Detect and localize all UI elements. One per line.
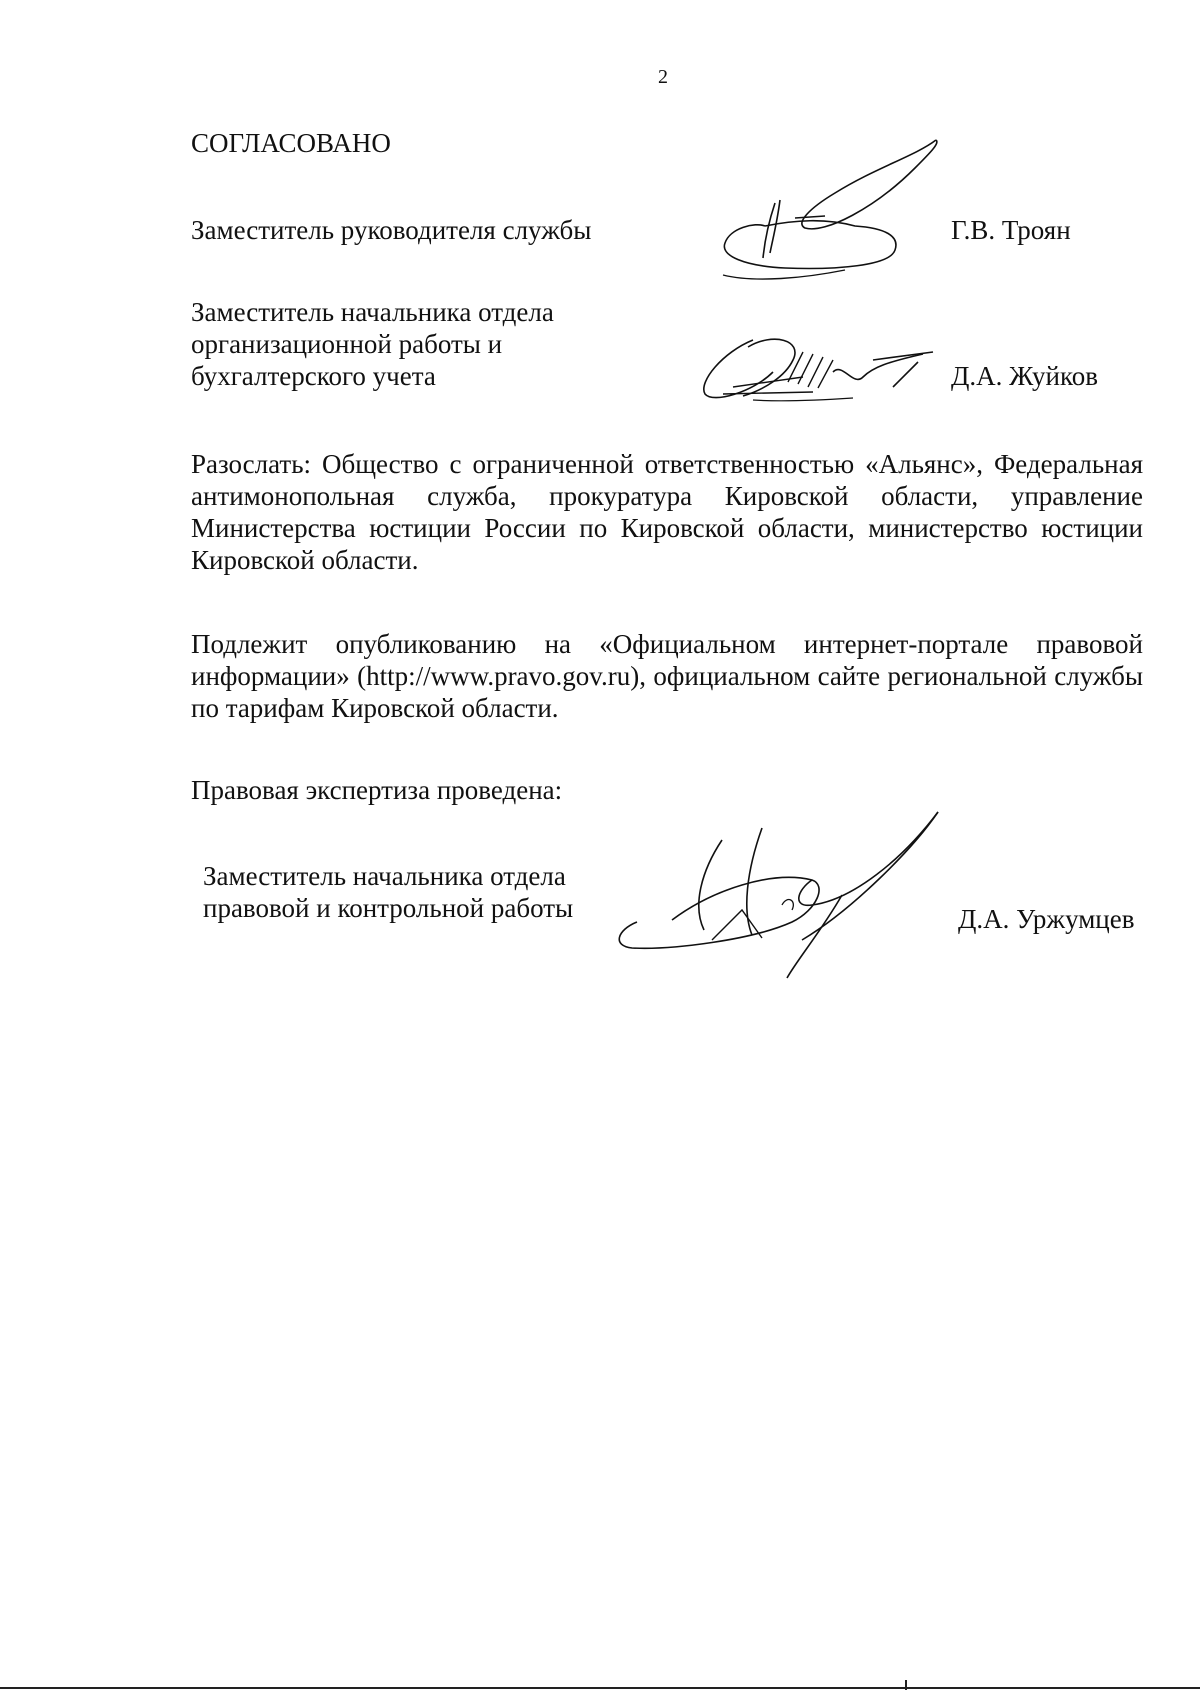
bottom-rule	[0, 1687, 1200, 1689]
page-number: 2	[658, 66, 668, 88]
distribution-paragraph: Разослать: Общество с ограниченной ответственностью «Альянс», Федеральная антимонопольная служба, прокуратура Кировской области, управление Министерства юстиции России по Кировской области, министерство юстиции Кировской области.	[191, 449, 1143, 575]
legal-reviewer-position-line: правовой и контрольной работы	[203, 893, 574, 923]
bottom-rule-tick	[905, 1680, 907, 1690]
legal-review-heading: Правовая экспертиза проведена:	[191, 775, 563, 805]
signer-1-position-line: Заместитель руководителя службы	[191, 215, 592, 245]
signer-2-position-line: организационной работы и	[191, 329, 503, 359]
legal-reviewer-name: Д.А. Уржумцев	[958, 904, 1135, 934]
signer-2-position-line: бухгалтерского учета	[191, 361, 436, 391]
legal-reviewer-position	[203, 860, 573, 924]
signer-2-name: Д.А. Жуйков	[951, 361, 1098, 391]
signer-1-signature	[715, 138, 945, 288]
signer-2-position-line: Заместитель начальника отдела	[191, 297, 554, 327]
publication-paragraph: Подлежит опубликованию на «Официальном интернет-портале правовой информации» (http://www.pravo.gov.ru), официальном сайте региональной службы по тарифам Кировской области.	[191, 629, 1143, 723]
signer-2-signature	[693, 332, 943, 412]
signer-1-position	[191, 214, 591, 246]
signer-2-position	[191, 296, 554, 392]
approval-heading: СОГЛАСОВАНО	[191, 128, 391, 158]
legal-reviewer-position-line: Заместитель начальника отдела	[203, 861, 566, 891]
legal-reviewer-signature	[612, 810, 942, 980]
signer-1-name: Г.В. Троян	[951, 215, 1071, 245]
